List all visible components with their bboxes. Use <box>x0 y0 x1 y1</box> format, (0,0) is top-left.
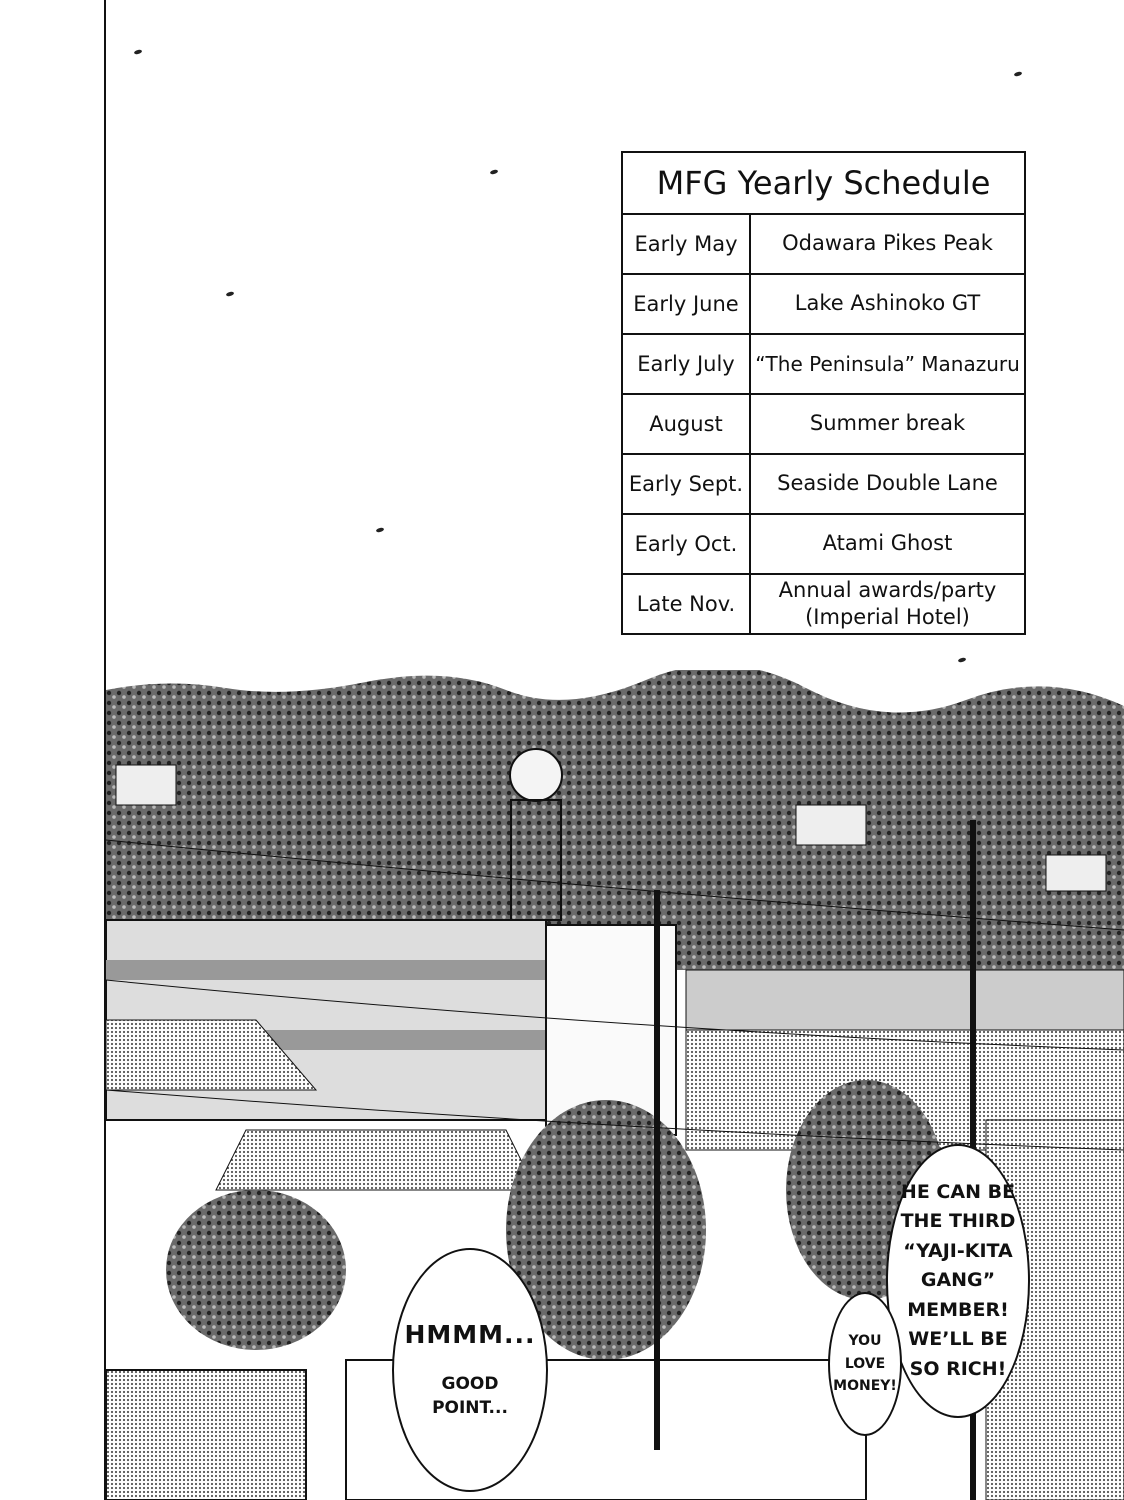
schedule-event: Atami Ghost <box>822 531 953 556</box>
apartment-balcony <box>106 960 546 980</box>
schedule-when: Early June <box>623 275 751 333</box>
schedule-row <box>623 395 1024 455</box>
speech-bubble <box>886 1144 1030 1418</box>
schedule-event: Seaside Double Lane <box>777 471 998 496</box>
schedule-row <box>623 455 1024 515</box>
schedule-table <box>621 151 1026 635</box>
speck <box>490 169 499 175</box>
hill-house <box>796 805 866 845</box>
speck <box>1014 71 1023 77</box>
schedule-when: Early July <box>623 335 751 393</box>
schedule-title: MFG Yearly Schedule <box>623 153 1024 215</box>
speck <box>134 49 143 55</box>
schedule-row <box>623 515 1024 575</box>
bubble-text: HE CAN BE THE THIRD “YAJI-KITA GANG” MEMBER! WE’LL BE SO RICH! <box>900 1180 1016 1380</box>
tiled-roof <box>216 1130 536 1190</box>
foreground-roof <box>106 1370 306 1500</box>
schedule-when: Early Sept. <box>623 455 751 513</box>
schedule-row <box>623 335 1024 395</box>
utility-pole <box>654 890 660 1450</box>
hill-house <box>1046 855 1106 891</box>
schedule-event: “The Peninsula” Manazuru <box>755 352 1020 376</box>
bubble-text: HMMM... <box>404 1319 536 1349</box>
schedule-row <box>623 215 1024 275</box>
schedule-event: Lake Ashinoko GT <box>794 291 981 316</box>
bubble-text: GOOD POINT... <box>432 1373 508 1418</box>
schedule-row <box>623 575 1024 633</box>
bubble-text: YOU LOVE MONEY! <box>833 1333 897 1395</box>
schedule-when: August <box>623 395 751 453</box>
speck <box>958 657 967 663</box>
schedule-when: Late Nov. <box>623 575 751 633</box>
schedule-when: Early May <box>623 215 751 273</box>
hill-house <box>116 765 176 805</box>
speck <box>376 527 385 533</box>
schedule-event: Summer break <box>809 411 966 436</box>
schedule-row <box>623 275 1024 335</box>
water-tower-tank <box>510 749 562 801</box>
schedule-event: Odawara Pikes Peak <box>782 231 993 256</box>
speck <box>226 291 235 297</box>
overpass <box>686 970 1124 1030</box>
speech-bubble <box>828 1292 902 1436</box>
speech-bubble <box>392 1248 548 1492</box>
schedule-event: Annual awards/party (Imperial Hotel) <box>778 577 997 629</box>
foreground-tree <box>166 1190 346 1350</box>
schedule-when: Early Oct. <box>623 515 751 573</box>
